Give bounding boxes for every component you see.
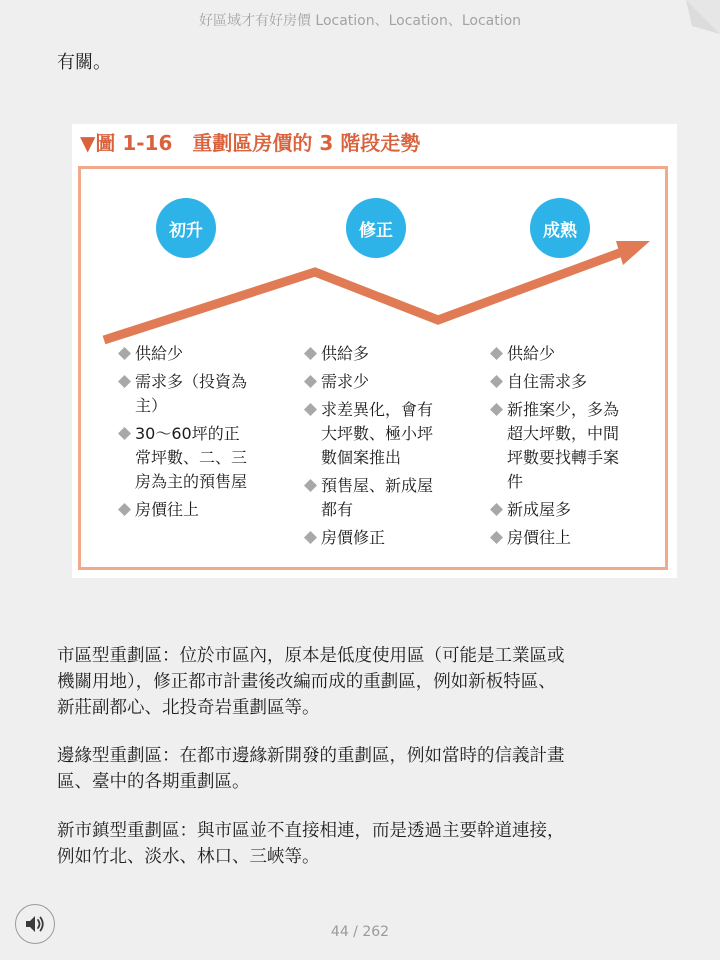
diamond-bullet-icon [118,503,131,516]
list-item: 供給多 [304,342,433,366]
diamond-bullet-icon [304,347,317,360]
list-item: 房價往上 [118,498,247,522]
list-item: 需求少 [304,370,433,394]
paragraph-urban-redevelopment: 市區型重劃區：位於市區內，原本是低度使用區（可能是工業區或 機關用地），修正都市計畫後改編而成的重劃區，例如新板特區、 新莊副都心、北投奇岩重劃區等。 [57,646,565,718]
diamond-bullet-icon [304,479,317,492]
book-title: 好區域才有好房價 Location、Location、Location [198,13,522,29]
diamond-bullet-icon [118,375,131,388]
column-mature [490,342,619,554]
diamond-bullet-icon [490,347,503,360]
list-item: 供給少 [118,342,247,366]
list-item: 新推案少，多為 超大坪數，中間 坪數要找轉手案 件 [490,398,619,494]
figure-title: ▼圖 1-16 重劃區房價的 3 階段走勢 [80,131,421,155]
list-item: 預售屋、新成屋 都有 [304,474,433,522]
diamond-bullet-icon [490,503,503,516]
list-item: 需求多（投資為 主） [118,370,247,418]
page-indicator: 44 / 262 [330,924,390,940]
column-initial-rise [118,342,247,526]
list-item: 房價修正 [304,526,433,550]
diamond-bullet-icon [304,403,317,416]
list-item: 求差異化，會有 大坪數、極小坪 數個案推出 [304,398,433,470]
list-item: 30～60坪的正 常坪數、二、三 房為主的預售屋 [118,422,247,494]
list-item: 自住需求多 [490,370,619,394]
diamond-bullet-icon [304,531,317,544]
page-curl-icon[interactable] [686,0,720,34]
column-correction [304,342,433,554]
diamond-bullet-icon [490,403,503,416]
list-item: 房價往上 [490,526,619,550]
diamond-bullet-icon [118,347,131,360]
diamond-bullet-icon [304,375,317,388]
list-item: 新成屋多 [490,498,619,522]
list-item: 供給少 [490,342,619,366]
stage-initial-rise: 初升 [156,198,216,258]
paragraph-edge-redevelopment: 邊緣型重劃區：在都市邊緣新開發的重劃區，例如當時的信義計畫 區、臺中的各期重劃區。 [57,746,565,792]
diamond-bullet-icon [118,427,131,440]
stage-mature: 成熟 [530,198,590,258]
diamond-bullet-icon [490,531,503,544]
lead-text: 有關。 [57,52,111,73]
stage-correction: 修正 [346,198,406,258]
diamond-bullet-icon [490,375,503,388]
figure-1-16 [72,124,677,578]
paragraph-new-town-redevelopment: 新市鎮型重劃區：與市區並不直接相連，而是透過主要幹道連接， 例如竹北、淡水、林口、三峽等。 [57,821,565,867]
